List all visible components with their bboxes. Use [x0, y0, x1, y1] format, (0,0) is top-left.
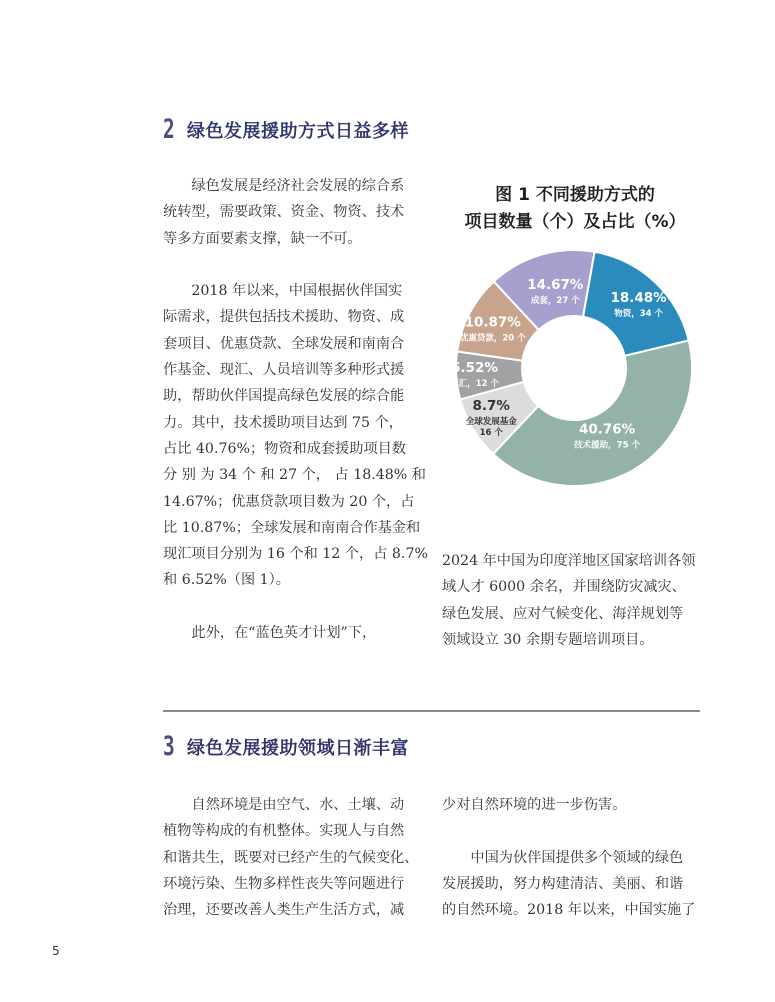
text-line: 占比 40.76%；物资和成套援助项目数 [163, 440, 407, 457]
chart-title-line-2: 项目数量（个）及占比（%） [464, 212, 686, 232]
slice-percent-label: 10.87% [464, 314, 521, 331]
text-line: 际需求，提供包括技术援助、物资、成 [163, 309, 405, 326]
section-title: 绿色发展援助方式日益多样 [187, 120, 409, 142]
text-line: 少对自然环境的进一步伤害。 [442, 797, 627, 813]
text-line: 等多方面要素支撑，缺一不可。 [163, 230, 362, 247]
slice-detail-label: 技术援助，75 个 [574, 440, 640, 451]
slice-detail-label-2: 16 个 [479, 427, 503, 438]
chart-title [440, 182, 710, 236]
text-line: 分 别 为 34 个 和 27 个， 占 18.48% 和 [163, 467, 426, 484]
chart-title-line-1: 图 1 不同援助方式的 [495, 185, 655, 205]
slice-percent-label: 14.67% [527, 277, 584, 294]
slice-percent-label: 6.52% [451, 359, 498, 376]
text-line: 统转型，需要政策、资金、物资、技术 [163, 204, 405, 221]
paragraph-column-left-2 [163, 792, 431, 923]
text-line [442, 818, 710, 844]
text-line: 治理，还要改善人类生产生活方式，减 [163, 902, 405, 919]
text-line: 的自然环境。2018 年以来，中国实施了 [442, 902, 696, 919]
text-line: 2024 年中国为印度洋地区国家培训各领 [442, 553, 696, 569]
text-line: 领域设立 30 余期专题培训项目。 [442, 631, 654, 648]
text-line: 中国为伙伴国提供多个领域的绿色 [442, 849, 684, 866]
text-line: 力。其中，技术援助项目达到 75 个， [163, 414, 403, 431]
slice-detail-label: 全球发展基金 [465, 416, 517, 427]
paragraph-column-right-2 [442, 792, 710, 923]
section-2-heading [163, 114, 409, 145]
slice-percent-label: 40.76% [578, 421, 636, 438]
section-number: 3 [163, 731, 175, 762]
text-line: 自然环境是由空气、水、土壤、动 [163, 797, 405, 813]
slice-percent-label: 18.48% [610, 289, 667, 306]
slice-detail-label: 优惠贷款，20 个 [459, 333, 526, 344]
section-3-heading [163, 731, 409, 762]
text-line: 绿色发展是经济社会发展的综合系 [163, 178, 405, 194]
paragraph-column-right [442, 548, 710, 653]
donut-chart [440, 238, 710, 528]
text-line: 作基金、现汇、人员培训等多种形式援 [163, 362, 405, 379]
text-line: 此外，在“蓝色英才计划”下， [163, 625, 377, 642]
page-number: 5 [52, 944, 60, 958]
text-line: 域人才 6000 余名，并围绕防灾减灾、 [442, 579, 686, 596]
text-line [163, 252, 428, 278]
section-title: 绿色发展援助领域日渐丰富 [187, 737, 409, 759]
text-line: 环境污染、生物多样性丧失等问题进行 [163, 875, 405, 892]
paragraph-column-left [163, 173, 428, 646]
text-line: 套项目、优惠贷款、全球发展和南南合 [163, 335, 405, 352]
text-line: 14.67%；优惠贷款项目数为 20 个，占 [163, 493, 415, 510]
slice-detail-label: 现汇，12 个 [450, 378, 499, 389]
text-line: 发展援助，努力构建清洁、美丽、和谐 [442, 875, 684, 892]
text-line: 和谐共生，既要对已经产生的气候变化、 [163, 849, 419, 866]
text-line: 和 6.52%（图 1）。 [163, 572, 290, 589]
slice-detail-label: 成套，27 个 [530, 296, 580, 307]
section-number: 2 [163, 114, 175, 145]
text-line [163, 594, 428, 620]
text-line: 助，帮助伙伴国提高绿色发展的综合能 [163, 388, 405, 405]
text-line: 2018 年以来，中国根据伙伴国实 [163, 283, 403, 300]
section-divider [163, 710, 700, 712]
slice-detail-label: 物资，34 个 [614, 308, 664, 319]
text-line: 植物等构成的有机整体。实现人与自然 [163, 823, 405, 840]
text-line: 比 10.87%；全球发展和南南合作基金和 [163, 519, 421, 536]
text-line: 现汇项目分别为 16 个和 12 个，占 8.7% [163, 546, 428, 563]
text-line: 绿色发展、应对气候变化、海洋规划等 [442, 605, 684, 622]
slice-percent-label: 8.7% [472, 397, 510, 414]
